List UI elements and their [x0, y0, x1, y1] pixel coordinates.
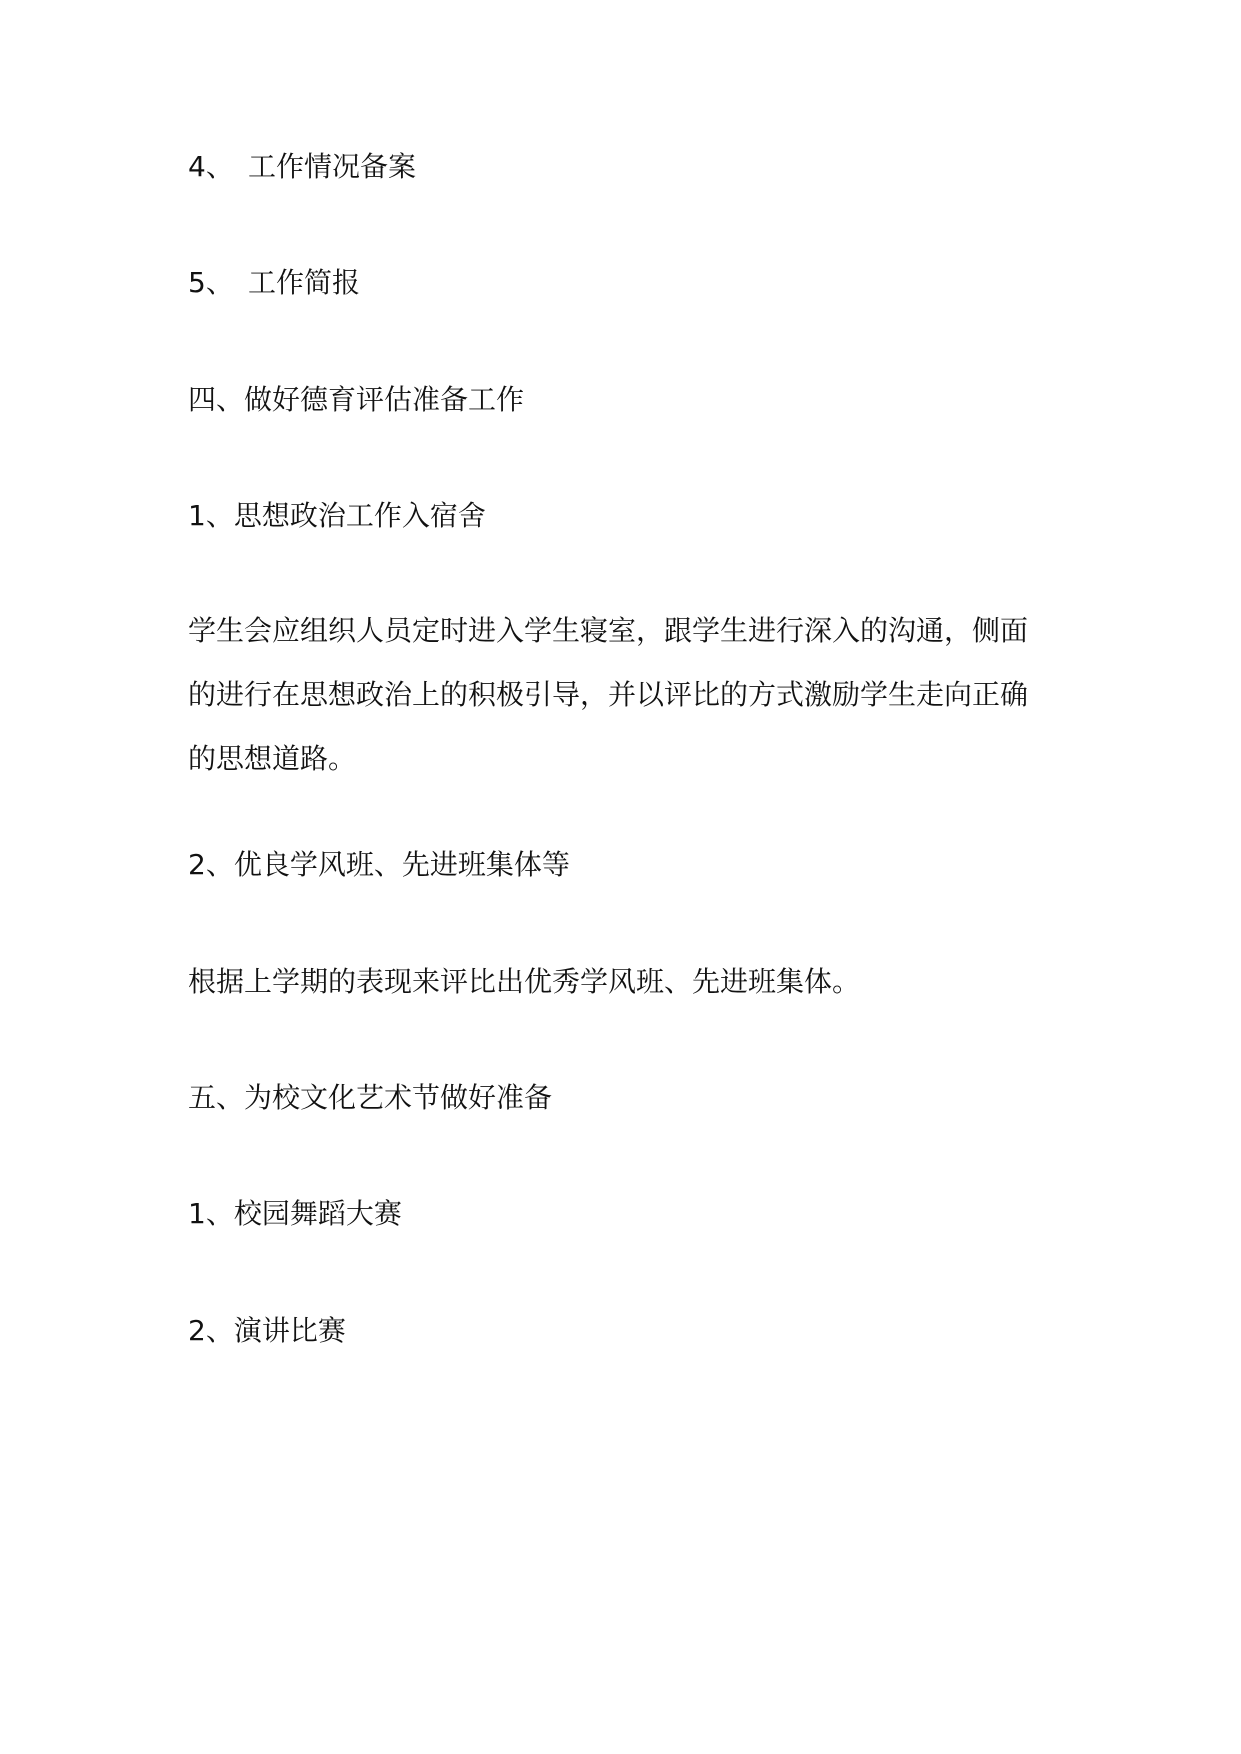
list-item-4	[188, 147, 416, 187]
section-heading-4: 四、做好德育评估准备工作	[188, 383, 525, 416]
item-number: 5、	[188, 266, 234, 299]
item-text: 工作情况备案	[248, 150, 417, 183]
paragraph-excellent-class: 根据上学期的表现来评比出优秀学风班、先进班集体。	[188, 965, 861, 998]
subheading-dorm-work: 1、思想政治工作入宿舍	[188, 499, 486, 532]
section-heading-5: 五、为校文化艺术节做好准备	[188, 1081, 553, 1114]
paragraph-line: 的进行在思想政治上的积极引导，并以评比的方式激励学生走向正确	[188, 678, 1029, 711]
item-text: 工作简报	[248, 266, 361, 299]
list-item-5	[188, 263, 360, 303]
subheading-excellent-class: 2、优良学风班、先进班集体等	[188, 848, 570, 881]
paragraph-dorm-work	[188, 599, 1068, 791]
paragraph-line: 的思想道路。	[188, 742, 357, 775]
subheading-speech-contest: 2、演讲比赛	[188, 1314, 346, 1347]
item-number: 4、	[188, 150, 234, 183]
subheading-dance-contest: 1、校园舞蹈大赛	[188, 1197, 402, 1230]
paragraph-line: 学生会应组织人员定时进入学生寝室，跟学生进行深入的沟通，侧面	[188, 614, 1029, 647]
